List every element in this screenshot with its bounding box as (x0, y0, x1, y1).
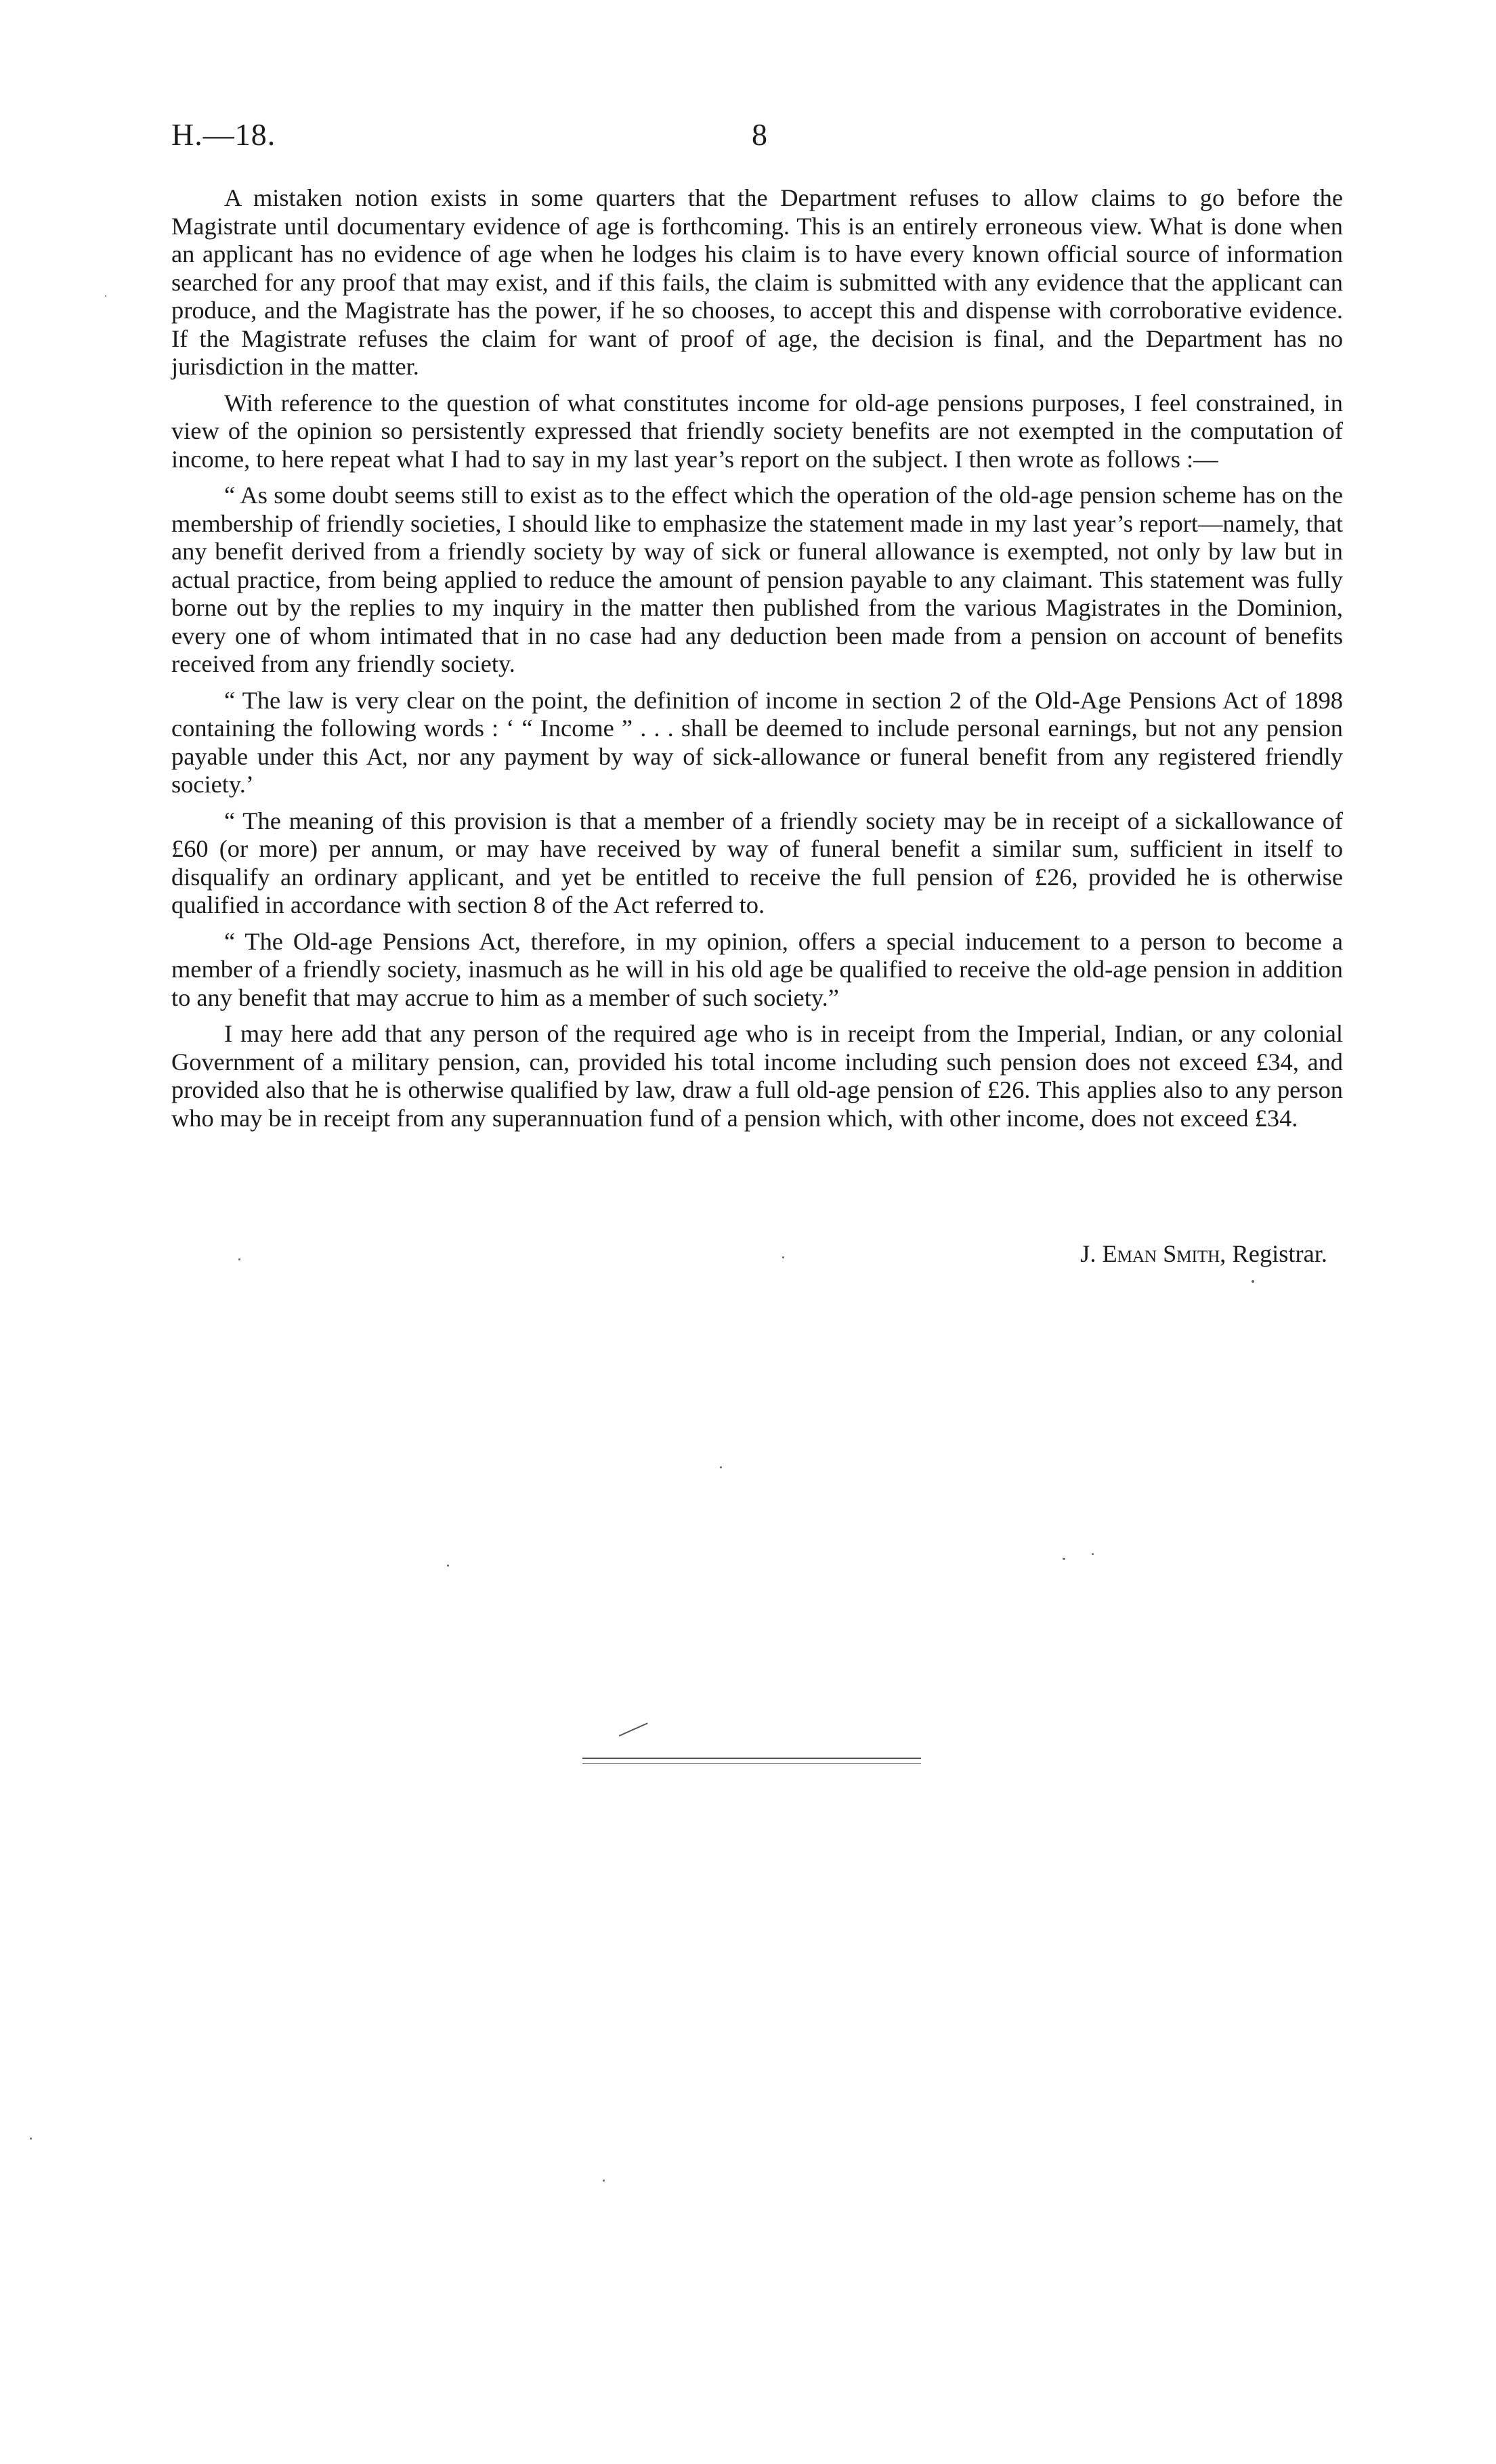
scan-speck (1252, 1280, 1254, 1283)
paragraph-military-pension: I may here add that any person of the required age who is in receipt from the Imperial, Indian, or any colonial Government of a military pension, can, provided his total income including such pension does not exceed £34, and provided also that he is otherwise qualified by law, draw a full old-age pension of £26. This applies also to any person who may be in receipt from any superannuation fund of a pension which, with other income, does not exceed £34. (171, 1020, 1343, 1132)
scan-speck (720, 1466, 722, 1468)
scan-speck (1063, 1558, 1065, 1560)
scan-speck (238, 1258, 240, 1260)
rule-flourish (619, 1722, 652, 1745)
paragraph-quote-meaning: “ The meaning of this provision is that a member of a friendly society may be in receipt of a sickallowance of £60 (or more) per annum, or may have received by way of funeral benefit a similar sum, sufficient in itself to disqualify an ordinary applicant, and yet be entitled to receive the full pension of £26, provided he is otherwise qualified in accordance with section 8 of the Act referred to. (171, 807, 1343, 918)
page-number: 8 (752, 117, 767, 152)
paragraph-quote-friendly-societies: “ As some doubt seems still to exist as to the effect which the operation of the old-age pension scheme has on the membership of friendly societies, I should like to emphasize the statement made in my last year’s report—namely, that any benefit derived from a friendly society by way of sick or funeral allowance is exempted, not only by law but in actual practice, from being applied to reduce the amount of pension payable to any claimant. This statement was fully borne out by the replies to my inquiry in the matter then published from the various Magistrates in the Dominion, every one of whom intimated that in no case had any deduction been made from a pension on account of benefits received from any friendly society. (171, 482, 1343, 677)
paragraph-quote-inducement: “ The Old-age Pensions Act, therefore, in my opinion, offers a special inducement to a person to become a member of a friendly society, inasmuch as he will in his old age be qualified to receive the old-age pension in addition to any benefit that may accrue to him as a member of such society.” (171, 927, 1343, 1011)
document-reference: H.—18. (171, 117, 276, 152)
scan-speck (447, 1565, 449, 1567)
signature (1002, 1239, 1327, 1268)
scan-speck (105, 295, 106, 297)
body-text (171, 184, 1343, 1141)
scan-speck (782, 1256, 784, 1258)
paragraph-evidence-of-age: A mistaken notion exists in some quarters that the Department refuses to allow claims to go before the Magistrate until documentary evidence of age is forthcoming. This is an entirely erroneous view. What is done when an applicant has no evidence of age when he lodges his claim is to have every known official source of information searched for any proof that may exist, and if this fails, the claim is submitted with any evidence that the applicant can produce, and the Magistrate has the power, if he so chooses, to accept this and dispense with corroborative evidence. If the Magistrate refuses the claim for want of proof of age, the decision is final, and the Department has no jurisdiction in the matter. (171, 184, 1343, 380)
end-rule (582, 1758, 921, 1759)
scan-speck (30, 2138, 32, 2140)
paragraph-quote-law: “ The law is very clear on the point, the definition of income in section 2 of the Old-Age Pensions Act of 1898 containing the following words : ‘ “ Income ” . . . shall be deemed to include personal earnings, but not any pension payable under this Act, nor any payment by way of sick-allowance or funeral benefit from any registered friendly society.’ (171, 686, 1343, 798)
end-rule-thin (582, 1763, 921, 1764)
scan-speck (1092, 1553, 1094, 1555)
scan-speck (603, 2180, 605, 2182)
paragraph-income-definition: With reference to the question of what constitutes income for old-age pensions purposes, I feel constrained, in view of the opinion so persistently expressed that friendly society benefits are not exempted in the computation of income, to here repeat what I had to say in my last year’s report on the subject. I then wrote as follows :— (171, 389, 1343, 473)
signature-name: J. Eman Smith, (1080, 1240, 1226, 1267)
signature-title: Registrar. (1232, 1240, 1327, 1267)
